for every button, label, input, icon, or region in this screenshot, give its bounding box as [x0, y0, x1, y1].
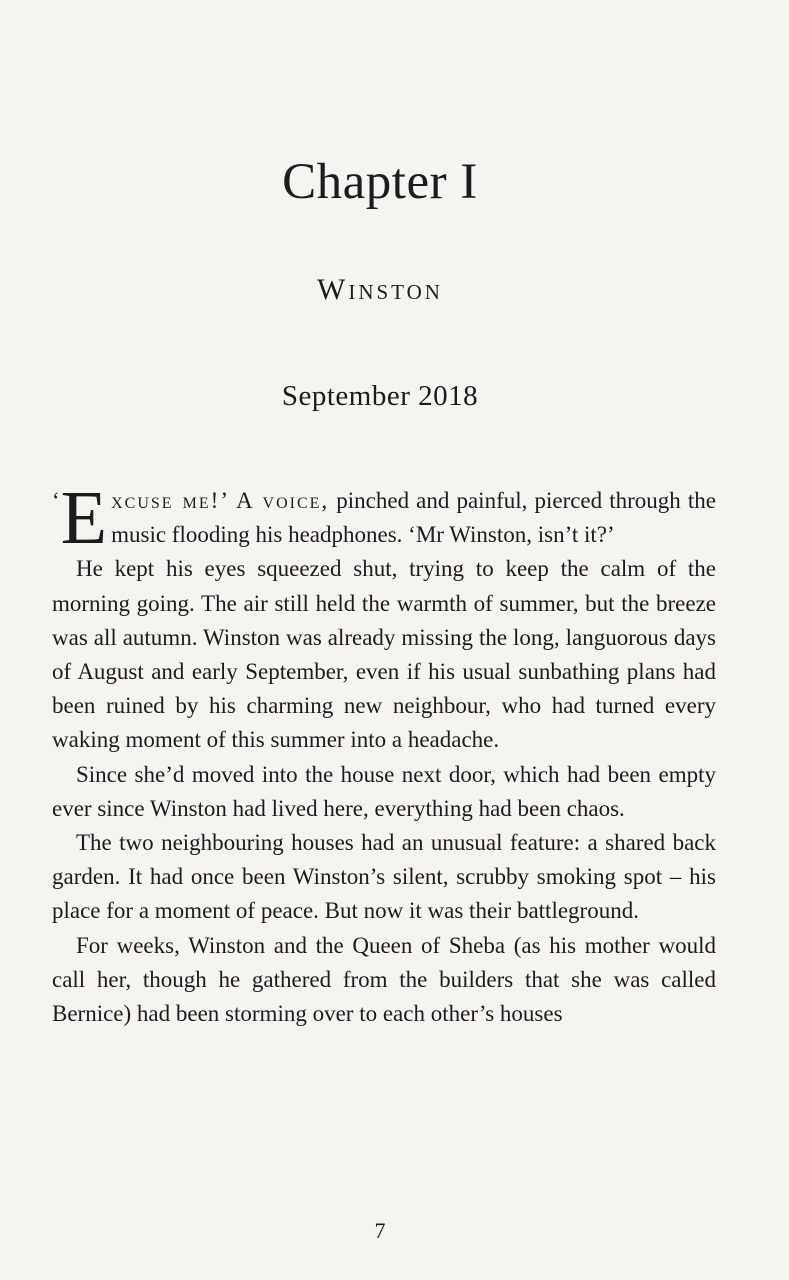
- paragraph-4: The two neighbouring houses had an unusual feature: a shared back garden. It had once been Winston’s silent, scrubby smoking spot – his place for a moment of peace. But now it was their battleground.: [52, 830, 716, 924]
- body-text: [52, 476, 716, 1031]
- paragraph-5: For weeks, Winston and the Queen of Sheba (as his mother would call her, though he gathered from the builders that she was called Bernice) had been storming over to each other’s houses: [52, 932, 716, 1027]
- lead-in-small-caps: xcuse me!’ A voice,: [111, 488, 330, 513]
- page-number: 7: [374, 1218, 386, 1243]
- paragraph-1-text: pinched and painful, pierced through the music flooding his headphones. ‘Mr Winston, isn’t it?’: [111, 488, 716, 548]
- paragraph-3: Since she’d moved into the house next door, which had been empty ever since Winston had lived here, everything had been chaos.: [52, 761, 716, 821]
- opening-quote-mark: ‘: [52, 488, 60, 513]
- drop-cap: E: [60, 476, 108, 560]
- chapter-character-name: Winston: [317, 273, 443, 306]
- chapter-title: Chapter I: [282, 154, 478, 210]
- paragraph-2: He kept his eyes squeezed shut, trying to keep the calm of the morning going. The air still held the warmth of summer, but the breeze was all autumn. Winston was already missing the long, languorous days of August and early September, even if his usual sunbathing plans had been ruined by his charming new neighbour, who had turned every waking moment of this summer into a headache.: [52, 556, 716, 753]
- paragraph-1: [52, 476, 716, 560]
- chapter-date-heading: September 2018: [281, 380, 479, 412]
